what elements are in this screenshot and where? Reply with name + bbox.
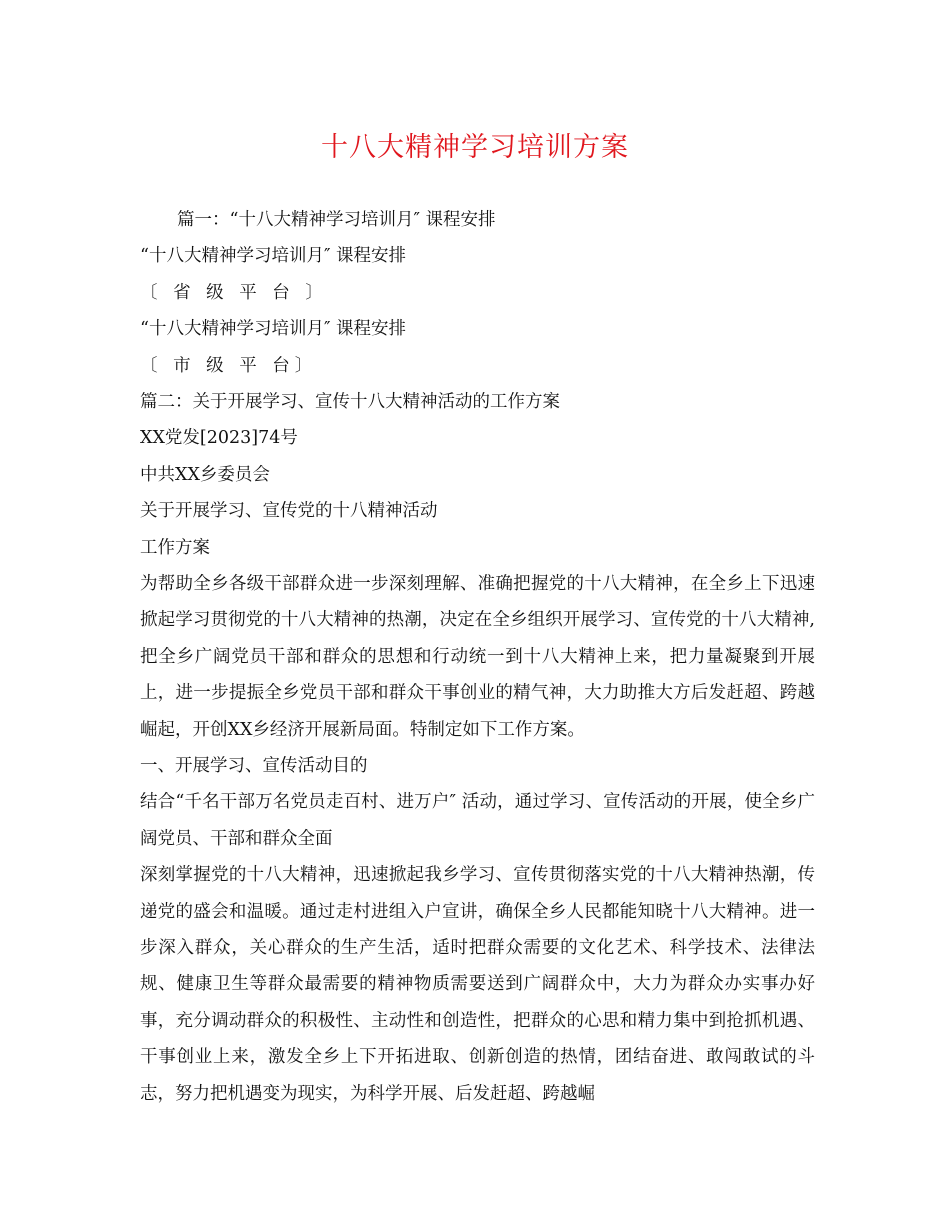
course-schedule-heading: “十八大精神学习培训月″ 课程安排	[140, 246, 407, 267]
course-schedule-heading: “十八大精神学习培训月″ 课程安排	[140, 319, 407, 340]
document-number: XX党发[2023]74号	[140, 428, 298, 449]
document-title: 十八大精神学习培训方案	[321, 132, 629, 163]
purpose-paragraph: 结合“千名干部万名党员走百村、进万户″ 活动，通过学习、宣传活动的开展，使全乡广阔党员、干部和群众全面	[140, 792, 815, 849]
section-title-part-one: 篇一：“十八大精神学习培训月″ 课程安排	[177, 210, 496, 230]
purpose-detail-paragraph: 深刻掌握党的十八大精神，迅速掀起我乡学习、宣传贯彻落实党的十八大精神热潮，传递党的盛会和温暖。通过走村进组入户宣讲，确保全乡人民都能知晓十八大精神。进一步深入群众，关心群众的生产生活，适时把群众需要的文化艺术、科学技术、法律法规、健康卫生等群众最需要的精神物质需要送到广阔群众中，大力为群众办实事办好事，充分调动群众的积极性、主动性和创造性，把群众的心思和精力集中到抢抓机遇、干事创业上来，激发全乡上下开拓进取、创新创造的热情，团结奋进、敢闯敢试的斗志，努力把机遇变为现实，为科学开展、后发赶超、跨越崛	[140, 865, 815, 1104]
plan-subtitle: 关于开展学习、宣传党的十八精神活动	[140, 501, 438, 522]
section-title-part-two: 篇二：关于开展学习、宣传十八大精神活动的工作方案	[140, 391, 560, 412]
section-heading-purpose: 一、开展学习、宣传活动目的	[140, 755, 368, 776]
plan-label: 工作方案	[140, 537, 210, 558]
city-platform-label: 〔 市 级 平 台〕	[140, 355, 318, 376]
provincial-platform-label: 〔 省 级 平 台 〕	[140, 282, 328, 303]
intro-paragraph: 为帮助全乡各级干部群众进一步深刻理解、准确把握党的十八大精神，在全乡上下迅速掀起学习贯彻党的十八大精神的热潮，决定在全乡组织开展学习、宣传党的十八大精神,把全乡广阔党员干部和群众的思想和行动统一到十八大精神上来，把力量凝聚到开展上，进一步提振全乡党员干部和群众干事创业的精气神，大力助推大方后发赶超、跨越崛起，开创XX乡经济开展新局面。特制定如下工作方案。	[140, 573, 815, 740]
document-body	[140, 202, 815, 1112]
issuing-committee: 中共XX乡委员会	[140, 464, 270, 485]
